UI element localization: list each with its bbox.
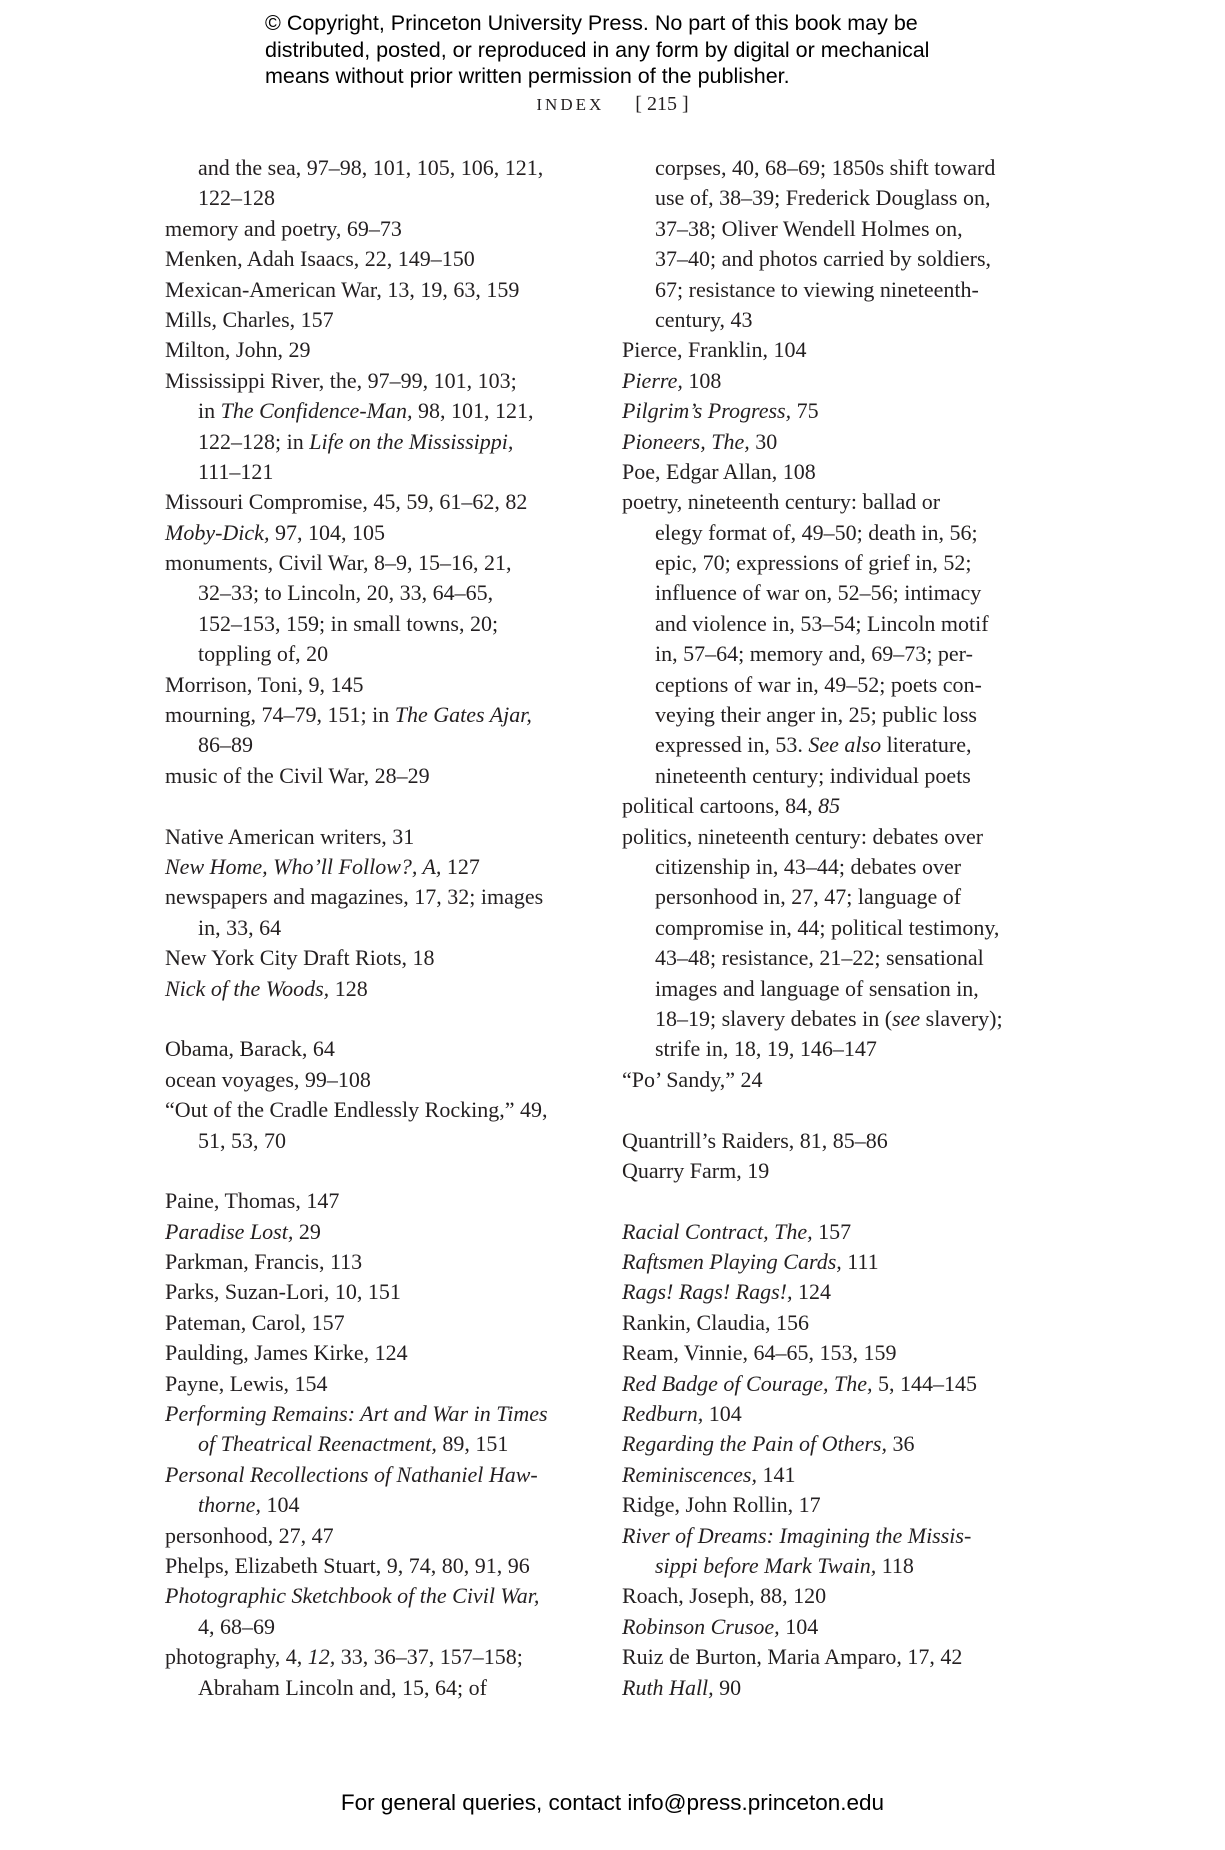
entry-text: century, 43	[655, 306, 753, 332]
index-entry-line	[622, 487, 1042, 517]
index-column-left	[165, 153, 585, 1703]
index-subentry-line	[622, 183, 1042, 213]
entry-text: corpses, 40, 68–69; 1850s shift toward	[655, 155, 996, 180]
entry-text: 104	[260, 1492, 300, 1518]
index-subentry-line	[622, 214, 1042, 244]
running-head-section: INDEX	[536, 95, 605, 114]
entry-text: 32–33; to Lincoln, 20, 33, 64–65,	[198, 580, 494, 606]
italic-title-text: 12,	[307, 1644, 336, 1670]
italic-title-text: New Home, Who’ll Follow?, A,	[165, 853, 442, 879]
italic-title-text: Rags! Rags! Rags!,	[622, 1279, 793, 1305]
letter-group-gap	[622, 1095, 1042, 1125]
entry-text: 104	[779, 1613, 819, 1639]
entry-text: Parks, Suzan-Lori, 10, 151	[165, 1279, 401, 1305]
entry-text: 111	[841, 1249, 879, 1275]
index-entry-line	[165, 1095, 585, 1125]
index-entry-line	[165, 882, 585, 912]
index-entry-line	[622, 1369, 1042, 1399]
italic-title-text: Raftsmen Playing Cards,	[622, 1249, 842, 1275]
entry-text: 122–128; in	[198, 428, 310, 454]
italic-title-text: Life on the Mississippi,	[309, 428, 514, 454]
index-subentry-line	[165, 1612, 585, 1642]
italic-title-text: Racial Contract, The,	[622, 1218, 813, 1244]
entry-text: Paine, Thomas, 147	[165, 1188, 340, 1214]
italic-title-text: thorne,	[198, 1492, 261, 1518]
entry-text: 90	[713, 1674, 742, 1700]
index-entry-line	[622, 1399, 1042, 1429]
entry-text: 104	[703, 1401, 742, 1427]
index-entry-line	[622, 822, 1042, 852]
entry-text: ceptions of war in, 49–52; poets con-	[655, 671, 982, 697]
copyright-line: means without prior written permission of the publisher.	[265, 64, 790, 88]
entry-text: Roach, Joseph, 88, 120	[622, 1583, 827, 1609]
entry-text: compromise in, 44; political testimony,	[655, 914, 1000, 940]
entry-text: 111–121	[198, 458, 274, 484]
entry-text: and the sea, 97–98, 101, 105, 106, 121,	[198, 155, 544, 180]
entry-text: 108	[682, 367, 722, 393]
index-entry-line	[165, 1034, 585, 1064]
italic-title-text: Paradise Lost,	[165, 1218, 294, 1244]
index-subentry-line	[622, 518, 1042, 548]
index-subentry-line	[622, 1551, 1042, 1581]
entry-text: elegy format of, 49–50; death in, 56;	[655, 519, 978, 545]
entry-text: 30	[749, 428, 778, 454]
italic-title-text: Moby-Dick,	[165, 519, 270, 545]
italic-title-text: See also	[808, 732, 882, 758]
italic-title-text: Robinson Crusoe,	[622, 1613, 780, 1639]
italic-title-text: Nick of the Woods,	[165, 975, 330, 1001]
running-head	[0, 93, 1225, 116]
index-entry-line	[165, 1642, 585, 1672]
index-entry-line	[165, 487, 585, 517]
index-entry-line	[165, 244, 585, 274]
entry-text: 118	[876, 1552, 914, 1578]
index-subentry-line	[622, 882, 1042, 912]
index-entry-line	[165, 518, 585, 548]
index-entry-line	[622, 396, 1042, 426]
entry-text: Pierce, Franklin, 104	[622, 337, 807, 363]
index-subentry-line	[622, 730, 1042, 760]
index-entry-line	[165, 366, 585, 396]
letter-group-gap	[165, 1156, 585, 1186]
entry-text: use of, 38–39; Frederick Douglass on,	[655, 185, 991, 211]
italic-title-text: see	[892, 1005, 921, 1031]
index-entry-line	[165, 670, 585, 700]
index-entry-line	[165, 700, 585, 730]
entry-text: Ruiz de Burton, Maria Amparo, 17, 42	[622, 1644, 963, 1670]
entry-text: images and language of sensation in,	[655, 975, 979, 1001]
entry-text: monuments, Civil War, 8–9, 15–16, 21,	[165, 550, 512, 576]
entry-text: politics, nineteenth century: debates over	[622, 823, 984, 849]
entry-text: 97, 104, 105	[269, 519, 385, 545]
entry-text: and violence in, 53–54; Lincoln motif	[655, 610, 989, 636]
page-number: [ 215 ]	[635, 93, 689, 115]
letter-group-gap	[165, 791, 585, 821]
entry-text: political cartoons, 84,	[622, 793, 819, 819]
entry-text: literature,	[881, 732, 972, 758]
entry-text: 37–38; Oliver Wendell Holmes on,	[655, 215, 963, 241]
entry-text: 33, 36–37, 157–158;	[335, 1644, 523, 1670]
index-subentry-line	[622, 913, 1042, 943]
index-entry-line	[165, 1338, 585, 1368]
entry-text: Quantrill’s Raiders, 81, 85–86	[622, 1127, 888, 1153]
index-subentry-line	[622, 609, 1042, 639]
index-entry-line	[622, 427, 1042, 457]
index-subentry-line	[165, 730, 585, 760]
italic-title-text: Ruth Hall,	[622, 1674, 714, 1700]
entry-text: veying their anger in, 25; public loss	[655, 702, 977, 728]
index-entry-line	[622, 457, 1042, 487]
index-entry-line	[165, 1186, 585, 1216]
entry-text: 98, 101, 121,	[412, 398, 534, 424]
italic-title-text: Personal Recollections of Nathaniel Haw-	[165, 1461, 538, 1487]
entry-text: in, 57–64; memory and, 69–73; per-	[655, 641, 973, 667]
index-entry-line	[165, 1521, 585, 1551]
entry-text: 128	[329, 975, 368, 1001]
entry-text: slavery);	[920, 1005, 1003, 1031]
entry-text: Poe, Edgar Allan, 108	[622, 458, 816, 484]
index-entry-line	[622, 1338, 1042, 1368]
entry-text: Ridge, John Rollin, 17	[622, 1492, 821, 1518]
index-subentry-line	[165, 183, 585, 213]
index-entry-line	[165, 1217, 585, 1247]
entry-text: 51, 53, 70	[198, 1127, 286, 1153]
entry-text: Rankin, Claudia, 156	[622, 1309, 809, 1335]
entry-text: poetry, nineteenth century: ballad or	[622, 489, 941, 515]
index-entry-line	[165, 822, 585, 852]
entry-text: “Po’ Sandy,” 24	[622, 1066, 763, 1092]
index-subentry-line	[622, 548, 1042, 578]
entry-text: Pateman, Carol, 157	[165, 1309, 345, 1335]
index-entry-line	[622, 1126, 1042, 1156]
entry-text: 124	[792, 1279, 831, 1305]
index-entry-line	[622, 335, 1042, 365]
index-column-right	[622, 153, 1042, 1703]
index-subentry-line	[622, 578, 1042, 608]
letter-group-gap	[622, 1186, 1042, 1216]
entry-text: Milton, John, 29	[165, 337, 311, 363]
index-entry-line	[622, 1460, 1042, 1490]
index-entry-line	[622, 1156, 1042, 1186]
index-entry-line	[622, 1490, 1042, 1520]
entry-text: 29	[293, 1218, 321, 1244]
index-entry-line	[165, 335, 585, 365]
entry-text: Payne, Lewis, 154	[165, 1370, 328, 1396]
index-entry-line	[622, 1521, 1042, 1551]
index-entry-line	[622, 1217, 1042, 1247]
entry-text: newspapers and magazines, 17, 32; images	[165, 884, 544, 910]
copyright-notice	[265, 10, 1025, 90]
entry-text: photography, 4,	[165, 1644, 308, 1670]
entry-text: personhood, 27, 47	[165, 1522, 334, 1548]
entry-text: citizenship in, 43–44; debates over	[655, 853, 962, 879]
italic-title-text: The Confidence-Man,	[220, 398, 413, 424]
index-subentry-line	[622, 1004, 1042, 1034]
entry-text: 36	[887, 1431, 915, 1457]
entry-text: mourning, 74–79, 151; in	[165, 702, 395, 728]
entry-text: Phelps, Elizabeth Stuart, 9, 74, 80, 91, 96	[165, 1552, 530, 1578]
italic-title-text: Performing Remains: Art and War in Times	[165, 1401, 548, 1427]
index-entry-line	[622, 1308, 1042, 1338]
entry-text: Mississippi River, the, 97–99, 101, 103;	[165, 367, 517, 393]
entry-text: Parkman, Francis, 113	[165, 1249, 363, 1275]
entry-text: memory and poetry, 69–73	[165, 215, 402, 241]
index-entry-line	[622, 1581, 1042, 1611]
entry-text: influence of war on, 52–56; intimacy	[655, 580, 982, 606]
copyright-line: distributed, posted, or reproduced in any form by digital or mechanical	[265, 37, 930, 62]
index-subentry-line	[622, 244, 1042, 274]
index-entry-line	[622, 1429, 1042, 1459]
index-subentry-line	[165, 1490, 585, 1520]
entry-text: 141	[757, 1461, 796, 1487]
italic-title-text: Redburn,	[622, 1401, 704, 1427]
index-entry-line	[165, 1247, 585, 1277]
index-entry-line	[622, 1065, 1042, 1095]
italic-title-text: Reminiscences,	[622, 1461, 757, 1487]
letter-group-gap	[165, 1004, 585, 1034]
entry-text: “Out of the Cradle Endlessly Rocking,” 49,	[165, 1097, 548, 1123]
index-entry-line	[165, 1551, 585, 1581]
index-entry-line	[165, 275, 585, 305]
index-entry-line	[622, 1642, 1042, 1672]
entry-text: toppling of, 20	[198, 641, 329, 667]
italic-title-text: 85	[818, 793, 841, 819]
entry-text: epic, 70; expressions of grief in, 52;	[655, 550, 972, 576]
entry-text: Obama, Barack, 64	[165, 1036, 335, 1062]
index-entry-line	[165, 1399, 585, 1429]
entry-text: ocean voyages, 99–108	[165, 1066, 371, 1092]
entry-text: Paulding, James Kirke, 124	[165, 1340, 408, 1366]
entry-text: Morrison, Toni, 9, 145	[165, 671, 364, 697]
entry-text: 86–89	[198, 732, 253, 758]
entry-text: Missouri Compromise, 45, 59, 61–62, 82	[165, 489, 528, 515]
italic-title-text: Pioneers, The,	[622, 428, 750, 454]
index-entry-line	[165, 548, 585, 578]
index-subentry-line	[622, 305, 1042, 335]
entry-text: expressed in, 53.	[655, 732, 809, 758]
index-entry-line	[165, 974, 585, 1004]
italic-title-text: River of Dreams: Imagining the Missis-	[622, 1522, 972, 1548]
entry-text: strife in, 18, 19, 146–147	[655, 1036, 877, 1062]
entry-text: 122–128	[198, 185, 275, 211]
entry-text: 4, 68–69	[198, 1613, 275, 1639]
italic-title-text: sippi before Mark Twain,	[655, 1552, 877, 1578]
entry-text: Mills, Charles, 157	[165, 306, 334, 332]
index-subentry-line	[165, 153, 585, 183]
entry-text: Abraham Lincoln and, 15, 64; of	[198, 1674, 487, 1700]
index-entry-line	[165, 1581, 585, 1611]
index-entry-line	[165, 1277, 585, 1307]
entry-text: 127	[441, 853, 480, 879]
index-entry-line	[165, 214, 585, 244]
entry-text: in, 33, 64	[198, 914, 282, 940]
index-subentry-line	[622, 1034, 1042, 1064]
copyright-line: © Copyright, Princeton University Press. No part of this book may be	[265, 11, 918, 35]
index-entry-line	[622, 1277, 1042, 1307]
index-entry-line	[165, 943, 585, 973]
index-subentry-line	[165, 913, 585, 943]
entry-text: 157	[812, 1218, 852, 1244]
entry-text: in	[198, 398, 221, 424]
entry-text: personhood in, 27, 47; language of	[655, 884, 962, 910]
italic-title-text: Pilgrim’s Progress,	[622, 398, 792, 424]
index-subentry-line	[622, 943, 1042, 973]
index-subentry-line	[165, 1126, 585, 1156]
entry-text: 5, 144–145	[872, 1370, 978, 1396]
entry-text: Mexican-American War, 13, 19, 63, 159	[165, 276, 520, 302]
index-subentry-line	[165, 639, 585, 669]
index-entry-line	[622, 1247, 1042, 1277]
italic-title-text: Red Badge of Courage, The,	[622, 1370, 873, 1396]
entry-text: 67; resistance to viewing nineteenth-	[655, 276, 979, 302]
italic-title-text: Photographic Sketchbook of the Civil War,	[165, 1583, 540, 1609]
entry-text: Menken, Adah Isaacs, 22, 149–150	[165, 246, 475, 272]
index-entry-line	[165, 305, 585, 335]
entry-text: 75	[791, 398, 819, 424]
index-subentry-line	[165, 427, 585, 457]
index-subentry-line	[622, 700, 1042, 730]
index-entry-line	[622, 1612, 1042, 1642]
entry-text: Ream, Vinnie, 64–65, 153, 159	[622, 1340, 897, 1366]
entry-text: 18–19; slavery debates in (	[655, 1005, 893, 1031]
index-subentry-line	[622, 275, 1042, 305]
italic-title-text: Regarding the Pain of Others,	[622, 1431, 887, 1457]
italic-title-text: The Gates Ajar,	[394, 702, 532, 728]
index-subentry-line	[622, 670, 1042, 700]
italic-title-text: of Theatrical Reenactment,	[198, 1431, 437, 1457]
index-subentry-line	[622, 639, 1042, 669]
index-entry-line	[622, 366, 1042, 396]
entry-text: Quarry Farm, 19	[622, 1157, 770, 1183]
index-subentry-line	[165, 578, 585, 608]
index-subentry-line	[165, 396, 585, 426]
index-entry-line	[165, 1308, 585, 1338]
index-subentry-line	[622, 153, 1042, 183]
italic-title-text: Pierre,	[622, 367, 683, 393]
index-entry-line	[165, 1065, 585, 1095]
index-entry-line	[622, 791, 1042, 821]
index-entry-line	[165, 1369, 585, 1399]
entry-text: 43–48; resistance, 21–22; sensational	[655, 945, 984, 971]
entry-text: Native American writers, 31	[165, 823, 415, 849]
index-subentry-line	[165, 1429, 585, 1459]
entry-text: New York City Draft Riots, 18	[165, 945, 435, 971]
index-subentry-line	[165, 609, 585, 639]
index-entry-line	[165, 852, 585, 882]
footer-contact: For general queries, contact info@press.princeton.edu	[340, 1790, 885, 1815]
index-subentry-line	[622, 852, 1042, 882]
entry-text: nineteenth century; individual poets	[655, 762, 971, 788]
index-entry-line	[622, 1673, 1042, 1703]
index-entry-line	[165, 761, 585, 791]
entry-text: 89, 151	[436, 1431, 509, 1457]
entry-text: 37–40; and photos carried by soldiers,	[655, 246, 992, 272]
index-subentry-line	[622, 974, 1042, 1004]
index-subentry-line	[165, 1673, 585, 1703]
index-entry-line	[165, 1460, 585, 1490]
entry-text: 152–153, 159; in small towns, 20;	[198, 610, 499, 636]
index-subentry-line	[622, 761, 1042, 791]
index-subentry-line	[165, 457, 585, 487]
entry-text: music of the Civil War, 28–29	[165, 762, 430, 788]
